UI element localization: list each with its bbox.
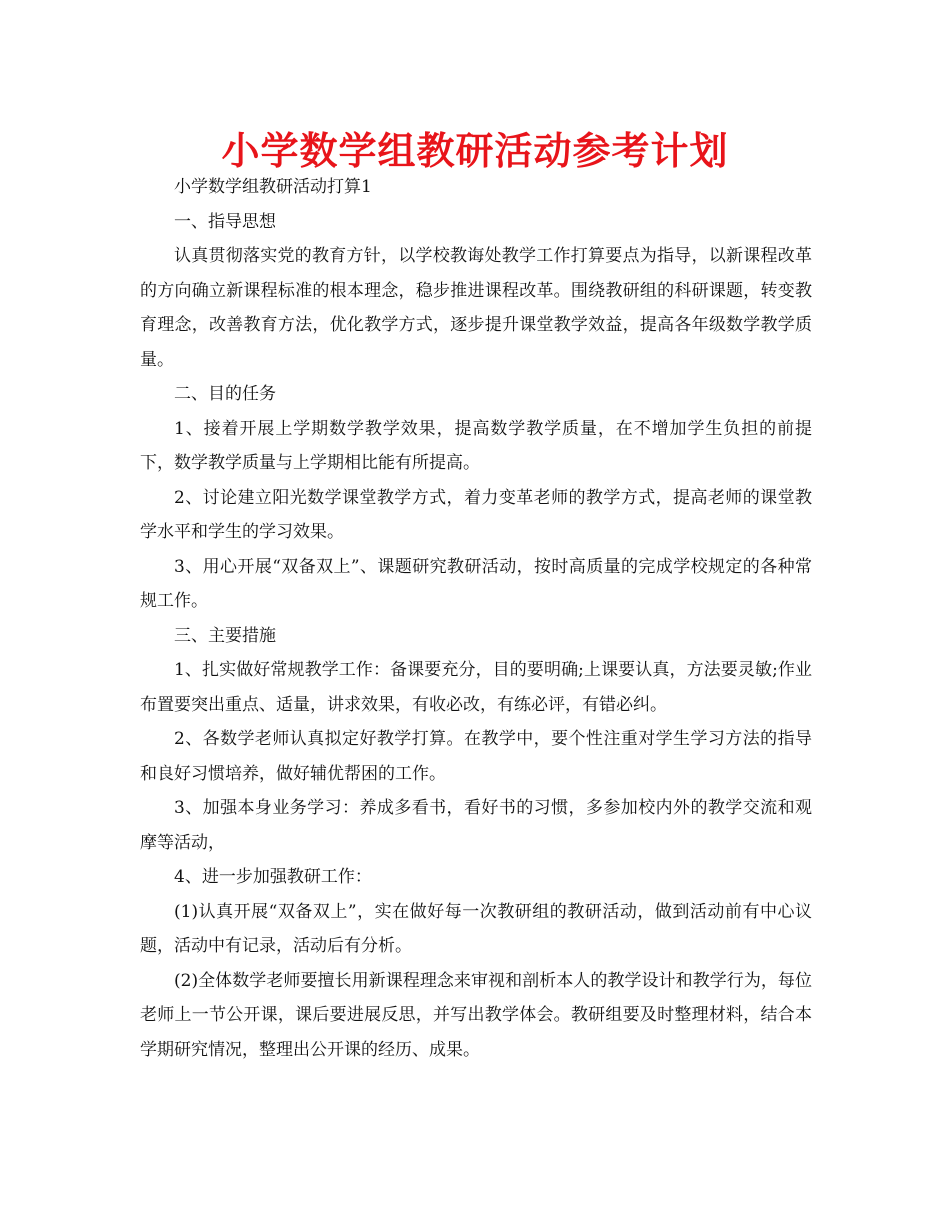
paragraph-measure-2: 2、各数学老师认真拟定好教学打算。在教学中，要个性注重对学生学习方法的指导和良好习惯培养，做好辅优帮困的工作。: [140, 729, 812, 784]
paragraph-measure-1: 1、扎实做好常规教学工作：备课要充分，目的要明确;上课要认真，方法要灵敏;作业布置要突出重点、适量，讲求效果，有收必改，有练必评，有错必纠。: [140, 660, 812, 715]
subtitle-paragraph: 小学数学组教研活动打算1: [174, 177, 372, 197]
document-body: [140, 170, 812, 1067]
section-heading-goals: 二、目的任务: [174, 384, 276, 404]
section-heading-measures: 三、主要措施: [174, 625, 276, 646]
paragraph-goal-2: 2、讨论建立阳光数学课堂教学方式，着力变革老师的教学方式，提高老师的课堂教学水平和学生的学习效果。: [140, 487, 812, 542]
paragraph-measure-3: 3、加强本身业务学习：养成多看书，看好书的习惯，多参加校内外的教学交流和观摩等活动，: [140, 798, 812, 853]
paragraph-goal-1: 1、接着开展上学期数学教学效果，提高数学教学质量，在不增加学生负担的前提下，数学教学质量与上学期相比能有所提高。: [140, 418, 812, 473]
paragraph-goal-3: 3、用心开展“双备双上”、课题研究教研活动，按时高质量的完成学校规定的各种常规工作。: [140, 556, 812, 611]
paragraph-measure-4-2: (2)全体数学老师要擅长用新课程理念来审视和剖析本人的教学设计和教学行为，每位老师上一节公开课，课后要进展反思，并写出教学体会。教研组要及时整理材料，结合本学期研究情况，整理出公开课的经历、成果。: [140, 970, 812, 1060]
paragraph-measure-4-1: (1)认真开展“双备双上”，实在做好每一次教研组的教研活动，做到活动前有中心议题，活动中有记录，活动后有分析。: [140, 901, 812, 956]
paragraph-measure-4: 4、进一步加强教研工作：: [174, 867, 372, 887]
document-title: 小学数学组教研活动参考计划: [221, 129, 729, 173]
paragraph-guiding-thought: 认真贯彻落实党的教育方针，以学校教诲处教学工作打算要点为指导，以新课程改革的方向确立新课程标准的根本理念，稳步推进课程改革。围绕教研组的科研课题，转变教育理念，改善教育方法，优化教学方式，逐步提升课堂教学效益，提高各年级数学教学质量。: [140, 246, 812, 370]
section-heading-guiding-thought: 一、指导思想: [174, 211, 276, 232]
